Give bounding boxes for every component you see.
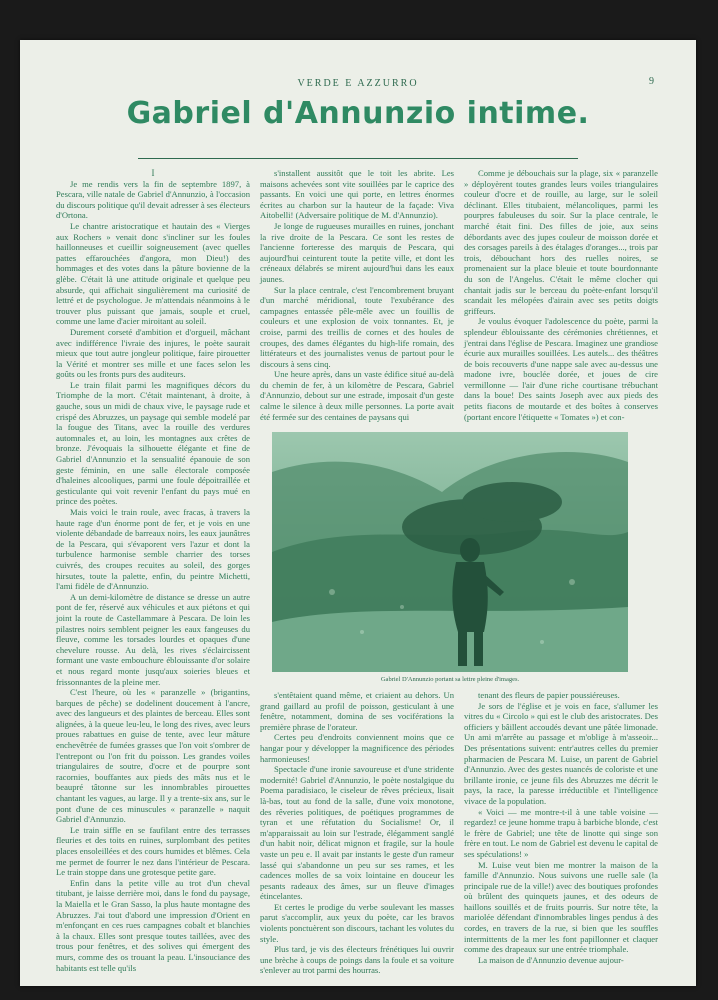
paragraph: Je voulus évoquer l'adolescence du poète, parmi la splendeur éblouissante des cérémonies chrétiennes, et j'entrai dans l'église de Pescara. Imaginez une grandiose écurie aux murailles souillées. Les autels... des théâtres de bois recouverts d'une nappe sale avec au-dessus une madone ivre, bouclée dorée, et joues de cire vermillonne — l'air d'une riche courtisane trébuchant dans la boue! Des saints Joseph avec aux pieds des petits fiacons de moutarde et des boîtes à conserves (portant encore l'étiquette « Tomates ») et con- bbox=[464, 316, 658, 422]
paragraph: Plus tard, je vis des électeurs frénétiques lui ouvrir une brèche à coups de poings dans la foule et sa voiture s'enlever au trot parmi des hourras. bbox=[260, 944, 454, 976]
paragraph: Mais voici le train roule, avec fracas, à travers la haute rage d'un énorme pont de fer, et je vois en une violente débandade de barreaux noirs, les eaux jaunâtres de la Pescara, qui s'évaporent vers l'azur et dont la turbulence harmonise semble charrier des torses cuivrés, des croupes recuites au soleil, des gorges hirsutes, toute la palette, enfin, du peintre Michetti, l'ami fidèle de d'Annunzio. bbox=[56, 507, 250, 592]
paragraph: Le train filait parmi les magnifiques décors du Triomphe de la mort. C'était maintenant, à droite, à gauche, sous un midi de chaux vive, le paysage rude et crispé des Abruzzes, un paysage qui semble modelé par la fougue des Titans, avec la rouille des verdures automnales et, au loin, les montagnes aux crêtes de bronze. J'évoquais la silhouette élégante et fine de Gabriel d'Annunzio et la sensualité épanouie de son geste féminin, en une salle électorale composée d'haleines alcooliques, parmi une foule dépoitraillée et gesticulante qui voit revenir l'enfant du pays mué en prince des poètes. bbox=[56, 379, 250, 507]
paragraph: « Voici — me montre-t-il à une table voisine — regardez! ce jeune homme trapu à barbiche blonde, c'est le frère de Gabriel; une tête de linotte qui singe son frère en tout. Le nom de Gabriel est devenu le capital de ses spéculations! » bbox=[464, 806, 658, 859]
photo-illustration bbox=[272, 432, 628, 672]
photo-caption: Gabriel D'Annunzio portant sa lettre pleine d'images. bbox=[380, 676, 520, 683]
paragraph: Je sors de l'église et je vois en face, s'allumer les vitres du « Circolo » qui est le club des aristocrates. Des officiers y bâillent accoudés devant une pâtée limonade. Un ami m'arrête au passage et m'oblige à m'asseoir... Des présentations suivent: entr'autres celles du premier pharmacien de Pescara M. Luise, un parent de Gabriel d'Annunzio. Avec des gestes nuancés de coloriste et une brillante ironie, ce jeune fils des Abruzzes me décrit le pays, la race, la paresse irréductible et l'intelligence vivace de la population. bbox=[464, 700, 658, 806]
paragraph: Durement corseté d'ambition et d'orgueil, mâchant avec indifférence l'ivraie des injures, le poète saurait mieux que tout autre jongleur politique, faire pirouetter la Vérité et montrer ses mille et une faces selon les goûts ou les fronts purs des auditeurs. bbox=[56, 326, 250, 380]
paragraph: M. Luise veut bien me montrer la maison de la famille d'Annunzio. Nous suivons une ruelle sale (la principale rue de la ville!) avec des boutiques profondes où brûlent des quinquets jaunes, et des odeurs de haillons souillés et de fruits pourris. Sur notre tête, la mariolée défendant d'innombrables linges pendus à des cordes, en travers de la rue, si bien que les souffles intermittents de la mer les font papillonner et claquer comme des drapeaux sur une entrée triomphale. bbox=[464, 859, 658, 955]
article-column-5 bbox=[464, 690, 658, 966]
paragraph: Le train siffle en se faufilant entre des terrasses fleuries et des toits en ruines, surplombant des petites places ensoleillées et des cours humides et blêmes. Cela me permet de fourrer le nez dans l'intérieur de Pescara. Le train stoppe dans une grotesque petite gare. bbox=[56, 824, 250, 878]
title-rule bbox=[138, 158, 578, 159]
paragraph: A un demi-kilomètre de distance se dresse un autre pont de fer, réservé aux véhicules et aux piétons et qui joint la route de Castellammare à Pescara. De loin les pilastres noirs semblent peigner les eaux fangeuses du fleuve, comme les torsades lourdes et opaques d'une chevelure rousse. Au delà, les rives s'éclaircissent formant une vaste embouchure éblouissante d'or solaire et nous regard monte jusqu'aux soieries bleues et frissonnantes de la pleine mer. bbox=[56, 591, 250, 687]
paragraph: Le chantre aristocratique et hautain des « Vierges aux Rochers » venait donc s'incliner sur les foules haillonneuses et cueillir soigneusement (avec quelles pattes effarouchées d'angora, mon Dieu!) des hommages et des votes dans la pâture bovienne de la glèbe. C'était là une attitude originale et quelque peu absurde, qui affichait singulièrement ma curiosité de lettré et de psychologue. Je m'attendais néanmoins à le trouver plus puissant que jamais, souple et cruel, comme une lame d'acier miroitant au soleil. bbox=[56, 220, 250, 327]
paragraph: Je longe de rugueuses murailles en ruines, jonchant la rive droite de la Pescara. Ce sont les restes de l'ancienne forteresse des marquis de Pescara, qui aujourd'hui ceinturent toute la petite ville, et dont les créneaux délabrés se mirent aujourd'hui dans les eaux jaunes. bbox=[260, 220, 454, 284]
paragraph: Je me rendis vers la fin de septembre 1897, à Pescara, ville natale de Gabriel d'Annunzio, à l'occasion du discours politique qu'il devait adresser à ses électeurs d'Ortona. bbox=[56, 178, 250, 221]
article-title: Gabriel d'Annunzio intime. bbox=[126, 96, 590, 131]
portrait-photo bbox=[272, 432, 628, 672]
paragraph: Comme je débouchais sur la plage, six « paranzelle » déployèrent toutes grandes leurs voiles triangulaires couleur d'ocre et de rouille, au large, sur le soleil déclinant. Elles titubaient, mélancoliques, parmi les pourpres fabuleuses du soir. Sur la place centrale, le marché était fini. Des filles de joie, aux seins débordants avec des jupes couleur de moisson dorée et des corsages pareils à des étalages d'oranges..., trois par trois, débouchant hors des ruelles noires, se promenaient sur la place bleuie et toute bourdonnante du son de l'Angelus. C'était le même clocher qui chantait jadis sur le berceau du poète-enfant lorsqu'il scandait les mélopées d'airain avec ses petits doigts griffeurs. bbox=[464, 168, 658, 316]
paragraph: Enfin dans la petite ville au trot d'un cheval titubant, je laisse derrière moi, dans le fond du paysage, la Maiella et le Gran Sasso, la plus haute montagne des Abruzzes. J'ai tout d'abord une impression d'Orient en m'enfonçant en ces rues campagnes cobalt et blanchies à la chaux. Elles sont presque toutes taillées, avec des trous pour fenêtres, et des solives qui émergent des murs, comme des os trouant la peau. L'insouciance des habitants est telle qu'ils bbox=[56, 877, 250, 973]
article-column-1 bbox=[56, 168, 250, 973]
paragraph: Certes peu d'endroits conviennent moins que ce hangar pour y développer la magnificence des périodes harmonieuses! bbox=[260, 732, 454, 764]
page-number: 9 bbox=[649, 76, 654, 87]
paragraph: s'installent aussitôt que le toit les abrite. Les maisons achevées sont vite souillées par le caprice des passants. En voici une qui porte, en lettres énormes écrites au charbon sur la hauteur de la façade: Viva Aitobelli! (Adversaire politique de M. d'Annunzio). bbox=[260, 168, 454, 221]
paragraph: s'entêtaient quand même, et criaient au dehors. Un grand gaillard au profil de poisson, gesticulant à une fenêtre, notamment, domina de ses vociférations la première phrase de l'orateur. bbox=[260, 690, 454, 732]
paragraph: Et certes le prodige du verbe soulevant les masses parut s'accomplir, aux yeux du poète, car les bravos violents ponctuèrent son discours, tachant les volutes du style. bbox=[260, 901, 454, 944]
running-head: VERDE E AZZURRO bbox=[297, 78, 419, 89]
newspaper-page bbox=[20, 40, 696, 986]
paragraph: tenant des fleurs de papier poussiéreuses. bbox=[478, 690, 620, 700]
paragraph: La maison de d'Annunzio devenue aujour- bbox=[478, 954, 624, 965]
paragraph: Une heure après, dans un vaste édifice situé au-delà du chemin de fer, à un kilomètre de Pescara, Gabriel d'Annunzio, debout sur une estrade, imposait d'un geste calme le silence à deux mille personnes. La porte avait été fermée sur des centaines de paysans qui bbox=[260, 369, 454, 422]
paragraph: C'est l'heure, où les « paranzelle » (brigantins, barques de pêche) se dodelinent doucement à l'ancre, avec des langueurs et des plaintes de berceau. Elles sont alignées, à la queue leu-leu, le long des rives, avec leurs proues rabattues en guise de tente, avec leur mâture enchevêtrée de fumées grasses que l'on voit s'ombrer de l'entrepont ou l'on frit du poisson. Les grandes voiles triangulaires de soutre, d'ocre et de pourpre sont racornies, bouffantes aux pieds des mâts nus et le beaupré tâtonne sur les innombrables pirouettes chantant les vagues, au large. Il y a trente-six ans, sur le pont d'une de ces minuscules « paranzelle » naquit Gabriel d'Annunzio. bbox=[56, 687, 250, 825]
article-column-2 bbox=[260, 168, 454, 426]
paragraph: Spectacle d'une ironie savoureuse et d'une stridente modernité! Gabriel d'Annunzio, le poète nostalgique du Poema paradisiaco, le ciseleur de rêves précieux, lisait là-bas, tout au fond de la salle, d'une voix monotone, des rêveries politiques, de poétiques programmes de tyran et une réfutation du Socialisme! Or, il m'apparaissait au loin sur l'estrade, élégamment sanglé d'un habit noir, délicat mignon et fragile, sur la houle vaste un peu e. Il avait par instants le geste d'un rameur lassé qui s'abandonne un peu sur ses rames, et les cadences molles de sa voix lointaine en douceur les pesants radeaux des âmes, sur un fleuve d'images étincelantes. bbox=[260, 764, 454, 902]
paragraph: Sur la place centrale, c'est l'encombrement bruyant d'un marché méridional, toute l'exubérance des campagnes entassée pêle-mêle avec un fouillis de couleurs et une explosion de voix tonnantes. Et, je croise, parmi des treillis de cornes et des houles de croupes, des dames élégantes du high-life romain, des littérateurs et des journalistes venus de partout pour le discours à sens cinq. bbox=[260, 284, 454, 369]
article-column-4 bbox=[260, 690, 454, 976]
article-column-3 bbox=[464, 168, 658, 426]
section-number: I bbox=[151, 168, 155, 178]
